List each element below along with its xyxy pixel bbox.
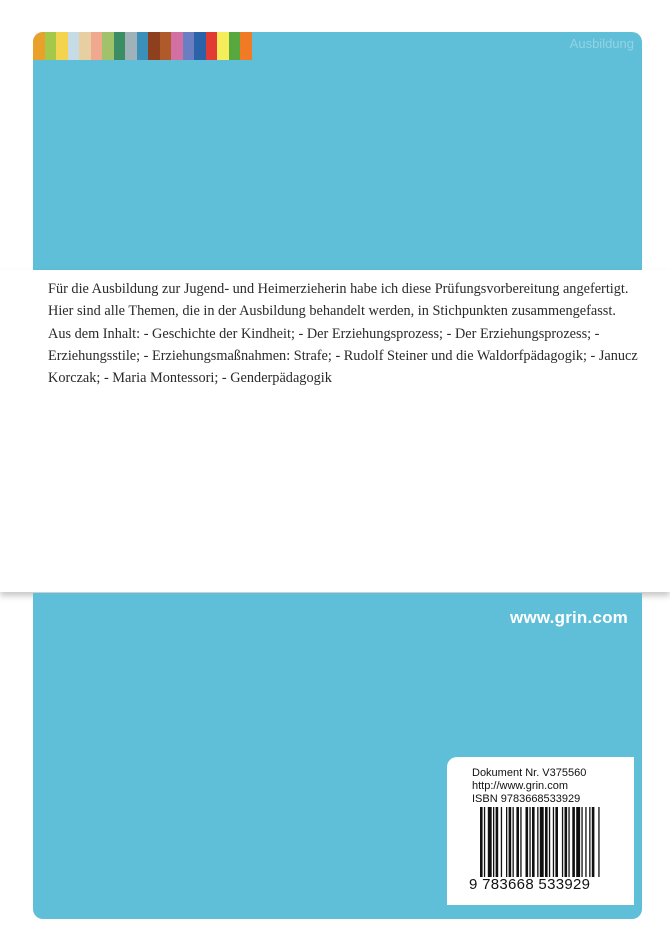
- isbn-box: [447, 757, 634, 905]
- color-stripe: [240, 32, 252, 60]
- barcode-bar: [572, 807, 575, 877]
- color-stripe: [68, 32, 80, 60]
- barcode-bar: [581, 807, 582, 877]
- barcode: [480, 807, 620, 877]
- barcode-bar: [585, 807, 586, 877]
- color-stripe: [102, 32, 114, 60]
- barcode-bar: [509, 807, 512, 877]
- publisher-url[interactable]: www.grin.com: [510, 608, 628, 627]
- barcode-bar: [488, 807, 492, 877]
- barcode-bar: [565, 807, 568, 877]
- barcode-bar: [589, 807, 590, 877]
- color-stripe: [183, 32, 195, 60]
- barcode-bar: [532, 807, 535, 877]
- top-color-panel: [33, 32, 642, 270]
- barcode-bar: [545, 807, 548, 877]
- category-label: Ausbildung: [569, 36, 634, 51]
- color-stripes: [33, 32, 252, 60]
- color-stripe: [91, 32, 103, 60]
- barcode-bar: [568, 807, 569, 877]
- barcode-bar: [576, 807, 580, 877]
- color-stripe: [148, 32, 160, 60]
- isbn-number: ISBN 9783668533929: [472, 793, 581, 805]
- color-stripe: [171, 32, 183, 60]
- barcode-bar: [506, 807, 507, 877]
- color-stripe: [160, 32, 172, 60]
- color-stripe: [137, 32, 149, 60]
- barcode-bar: [537, 807, 538, 877]
- barcode-bar: [549, 807, 550, 877]
- document-number: Dokument Nr. V375560: [472, 767, 587, 779]
- color-stripe: [56, 32, 68, 60]
- barcode-bar: [592, 807, 595, 877]
- color-stripe: [45, 32, 57, 60]
- color-stripe: [125, 32, 137, 60]
- color-stripe: [217, 32, 229, 60]
- color-stripe: [114, 32, 126, 60]
- website-link[interactable]: http://www.grin.com: [472, 780, 568, 792]
- barcode-bar: [529, 807, 530, 877]
- barcode-bar: [493, 807, 494, 877]
- barcode-bar: [520, 807, 521, 877]
- color-stripe: [79, 32, 91, 60]
- barcode-bar: [562, 807, 563, 877]
- color-stripe: [206, 32, 218, 60]
- barcode-bar: [513, 807, 514, 877]
- barcode-bar: [526, 807, 529, 877]
- color-stripe: [194, 32, 206, 60]
- barcode-bar: [480, 807, 483, 877]
- barcode-bar: [516, 807, 519, 877]
- color-stripe: [229, 32, 241, 60]
- barcode-bar: [484, 807, 485, 877]
- barcode-bar: [496, 807, 499, 877]
- blurb-text: Für die Ausbildung zur Jugend- und Heimerzieherin habe ich diese Prüfungsvorbereitung angefertigt. Hier sind alle Themen, die in der Ausbildung behandelt werden, in Stichpunkten zusammengefasst. Aus dem Inhalt: - Geschichte der Kindheit; - Der Erziehungsprozess; - Der Erziehungsprozess; - Erziehungsstile; - Erziehungsmaßnahmen: Strafe; - Rudolf Steiner und die Waldorfpädagogik; - Janucz Korczak; - Maria Montessori; - Genderpädagogik: [48, 281, 638, 387]
- barcode-bar: [501, 807, 502, 877]
- barcode-digits: 9 783668 533929: [469, 876, 591, 893]
- barcode-bar: [598, 807, 599, 877]
- barcode-bar: [555, 807, 558, 877]
- color-stripe: [33, 32, 45, 60]
- barcode-bar: [553, 807, 554, 877]
- barcode-bar: [540, 807, 544, 877]
